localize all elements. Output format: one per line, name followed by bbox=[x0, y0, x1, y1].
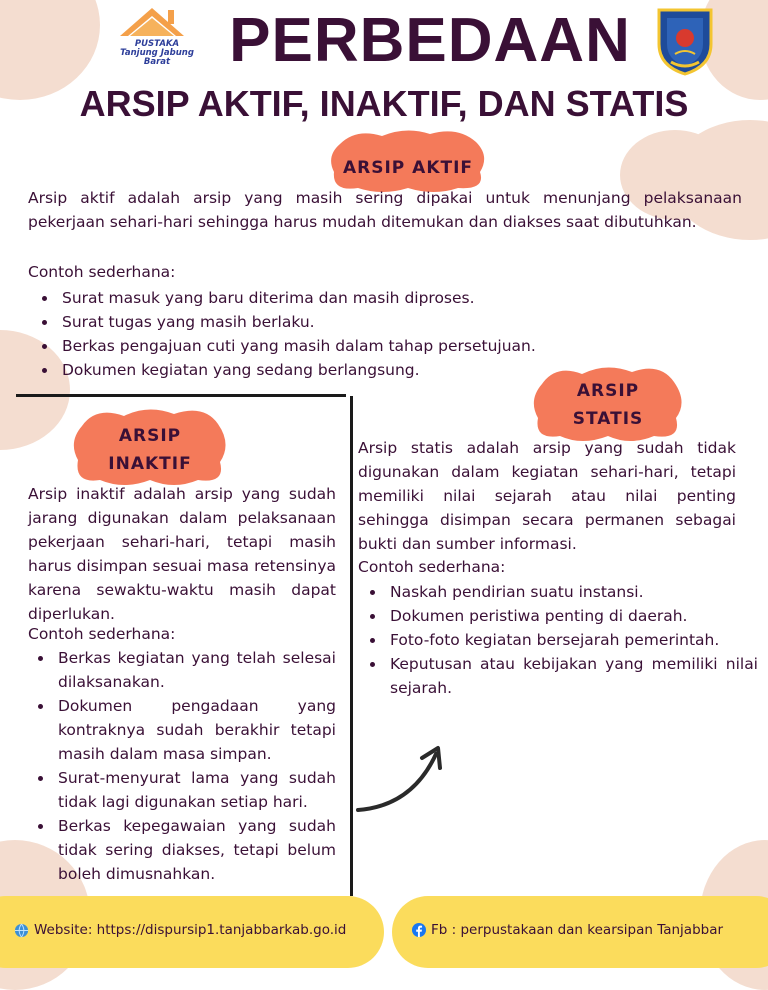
pustaka-logo-text: PUSTAKA Tanjung Jabung Barat bbox=[120, 39, 194, 67]
globe-icon bbox=[14, 923, 29, 938]
footer-website[interactable] bbox=[14, 922, 346, 938]
list-item: • Berkas kegiatan yang telah selesai dilaksanakan. bbox=[54, 646, 336, 694]
vertical-divider bbox=[350, 396, 353, 896]
aktif-examples-label: Contoh sederhana: bbox=[28, 263, 176, 281]
list-item: • Berkas pengajuan cuti yang masih dalam tahap persetujuan. bbox=[58, 334, 698, 358]
list-item: • Naskah pendirian suatu instansi. bbox=[386, 580, 758, 604]
arsip-statis-badge-line2: STATIS bbox=[572, 409, 644, 429]
footer-website-text: Website: https://dispursip1.tanjabbarkab.go.id bbox=[34, 922, 347, 938]
list-item: • Surat tugas yang masih berlaku. bbox=[58, 310, 698, 334]
arsip-aktif-badge-label: ARSIP AKTIF bbox=[342, 158, 474, 178]
curved-arrow-icon bbox=[352, 740, 452, 820]
inaktif-description: Arsip inaktif adalah arsip yang sudah jarang digunakan dalam pelaksanaan pekerjaan sehari-hari, tetapi masih harus disimpan sesuai masa retensinya karena sewaktu-waktu masih dapat diperlukan. bbox=[28, 485, 336, 623]
horizontal-divider bbox=[16, 394, 346, 397]
arsip-statis-badge bbox=[530, 381, 686, 435]
footer-facebook[interactable] bbox=[412, 922, 723, 938]
statis-examples-label: Contoh sederhana: bbox=[358, 558, 506, 576]
arsip-inaktif-badge-line2: INAKTIF bbox=[108, 454, 192, 474]
inaktif-examples-label: Contoh sederhana: bbox=[28, 625, 176, 643]
statis-examples-list bbox=[364, 580, 758, 700]
arsip-inaktif-badge bbox=[70, 426, 230, 480]
list-item: • Dokumen kegiatan yang sedang berlangsung. bbox=[58, 358, 698, 382]
arsip-aktif-badge bbox=[326, 158, 490, 182]
page-subtitle: ARSIP AKTIF, INAKTIF, DAN STATIS bbox=[79, 83, 689, 124]
list-item: • Surat-menyurat lama yang sudah tidak lagi digunakan setiap hari. bbox=[54, 766, 336, 814]
facebook-icon bbox=[412, 923, 426, 937]
list-item: • Foto-foto kegiatan bersejarah pemerintah. bbox=[386, 628, 758, 652]
inaktif-examples-list bbox=[32, 646, 336, 886]
arsip-statis-badge-line1: ARSIP bbox=[576, 381, 640, 401]
regency-emblem-icon bbox=[655, 4, 715, 76]
page-title: PERBEDAAN bbox=[229, 6, 631, 75]
aktif-description: Arsip aktif adalah arsip yang masih sering dipakai untuk menunjang pelaksanaan pekerjaan sehari-hari sehingga harus mudah ditemukan dan diakses saat dibutuhkan. bbox=[28, 189, 742, 231]
footer-facebook-text: Fb : perpustakaan dan kearsipan Tanjabbar bbox=[431, 922, 724, 938]
list-item: • Berkas kepegawaian yang sudah tidak sering diakses, tetapi belum boleh dimusnahkan. bbox=[54, 814, 336, 886]
statis-description: Arsip statis adalah arsip yang sudah tidak digunakan dalam kegiatan sehari-hari, tetapi memiliki nilai sejarah atau nilai penting sehingga disimpan secara permanen sebagai bukti dan sumber informasi. bbox=[358, 439, 736, 553]
arsip-inaktif-badge-line1: ARSIP bbox=[118, 426, 182, 446]
list-item: • Dokumen peristiwa penting di daerah. bbox=[386, 604, 758, 628]
list-item: • Keputusan atau kebijakan yang memiliki nilai sejarah. bbox=[386, 652, 758, 700]
list-item: • Surat masuk yang baru diterima dan masih diproses. bbox=[58, 286, 698, 310]
list-item: • Dokumen pengadaan yang kontraknya sudah berakhir tetapi masih dalam masa simpan. bbox=[54, 694, 336, 766]
